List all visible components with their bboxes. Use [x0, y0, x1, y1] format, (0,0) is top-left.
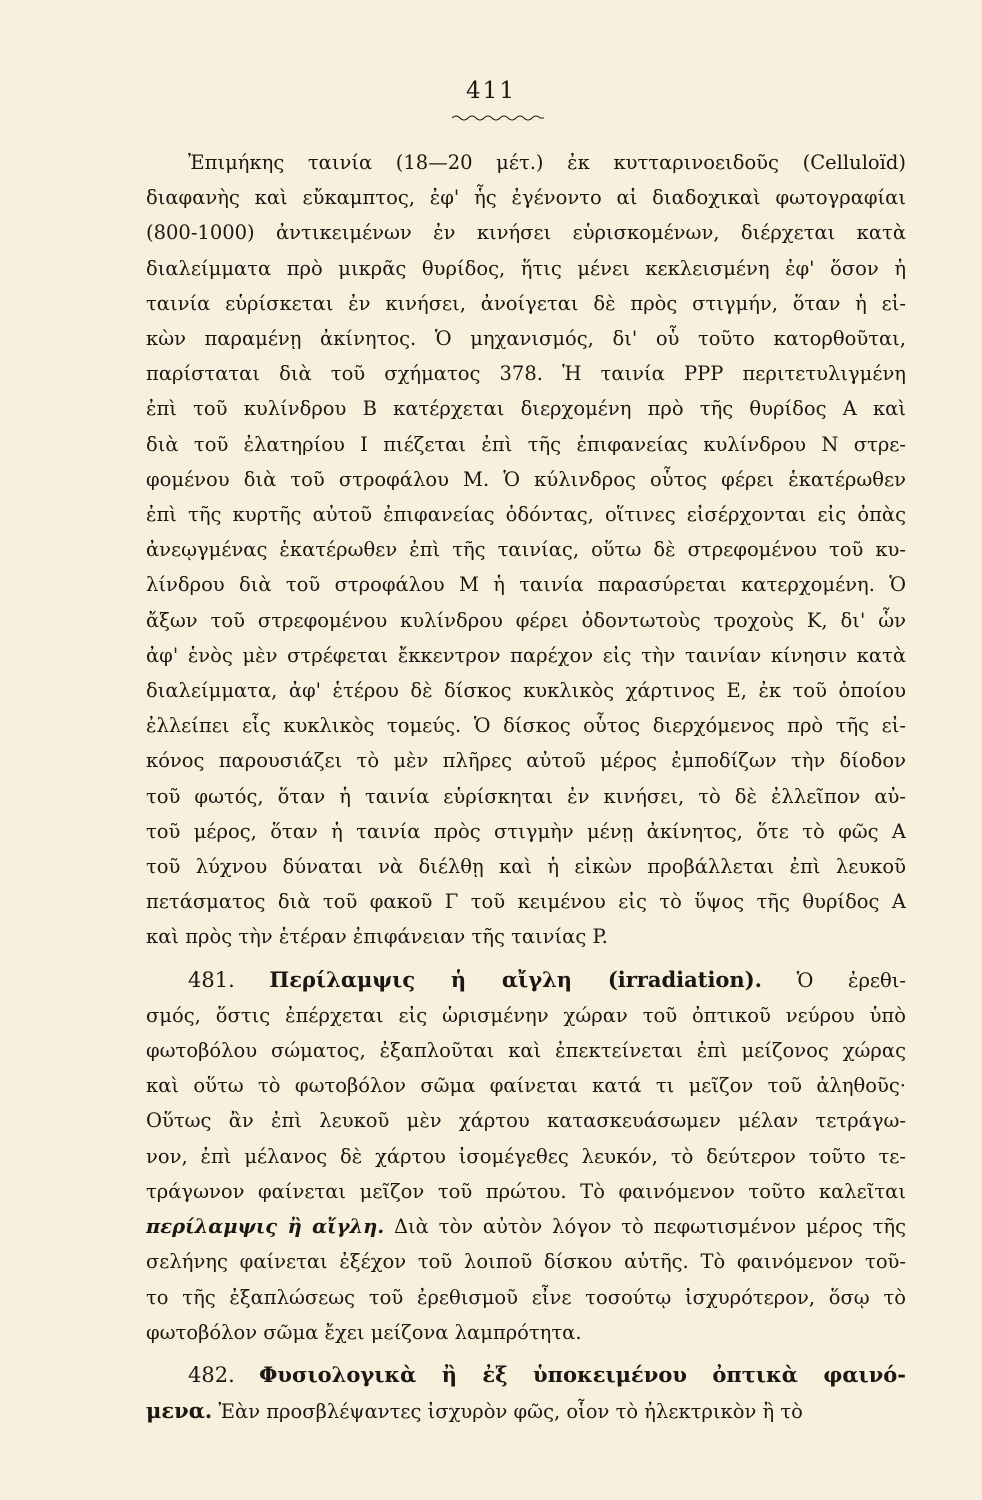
section-number: 482.: [188, 1362, 235, 1387]
text-line: σελήνης φαίνεται ἐξέχον τοῦ λοιποῦ δίσκου αὐτῆς. Τὸ φαινόμενον τοῦ-: [146, 1250, 906, 1274]
section-heading-cont: μενα.: [146, 1398, 213, 1424]
wavy-ornament-icon: [452, 114, 544, 122]
text-line: φωτοβόλου σώματος, ἐξαπλοῦται καὶ ἐπεκτείνεται ἐπὶ μείζονος χώρας: [146, 1039, 906, 1063]
text-line: κόνος παρουσιάζει τὸ μὲν πλῆρες αὐτοῦ μέρος ἐμποδίζων τὴν δίοδον: [146, 749, 906, 773]
term-line: [146, 1209, 906, 1244]
text-line: διαλείμματα, ἀφ' ἑτέρου δὲ δίσκος κυκλικὸς χάρτινος E, ἐκ τοῦ ὁποίου: [146, 679, 906, 703]
text-line: Ὁ ἐρεθι-: [796, 968, 906, 992]
text-line: Ἐπιμήκης ταινία (18—20 μέτ.) ἐκ κυτταρινοειδοῦς (Celluloïd): [188, 151, 906, 174]
text-line: φωτοβόλον σῶμα ἔχει μείζονα λαμπρότητα.: [146, 1320, 582, 1344]
text-line: καὶ πρὸς τὴν ἑτέραν ἐπιφάνειαν τῆς ταινίας P.: [146, 925, 608, 949]
section-481-heading-line: [146, 962, 906, 998]
text-line: Οὕτως ἂν ἐπὶ λευκοῦ μὲν χάρτου κατασκευάσωμεν μέλαν τετράγω-: [146, 1109, 906, 1133]
text-line: σμός, ὅστις ἐπέρχεται εἰς ὡρισμένην χώραν τοῦ ὀπτικοῦ νεύρου ὑπὸ: [146, 1003, 906, 1027]
text-line: ἀνεῳγμένας ἑκατέρωθεν ἐπὶ τῆς ταινίας, οὕτω δὲ στρεφομένου τοῦ κυ-: [146, 538, 906, 562]
text-line: διὰ τοῦ ἐλατηρίου I πιέζεται ἐπὶ τῆς ἐπιφανείας κυλίνδρου N στρε-: [146, 432, 906, 456]
text-line: τοῦ μέρος, ὅταν ἡ ταινία πρὸς στιγμὴν μένῃ ἀκίνητος, ὅτε τὸ φῶς A: [146, 819, 906, 843]
text-line: ἐπὶ τοῦ κυλίνδρου B κατέρχεται διερχομένη πρὸ τῆς θυρίδος A καὶ: [146, 397, 906, 421]
text-line: ἄξων τοῦ στρεφομένου κυλίνδρου φέρει ὀδοντωτοὺς τροχοὺς K, δι' ὧν: [146, 608, 906, 632]
text-line: τοῦ λύχνου δύναται νὰ διέλθῃ καὶ ἡ εἰκὼν προβάλλεται ἐπὶ λευκοῦ: [146, 855, 906, 879]
text-line: (800-1000) ἀντικειμένων ἐν κινήσει εὑρισκομένων, διέρχεται κατὰ: [146, 221, 906, 245]
text-line: φομένου διὰ τοῦ στροφάλου M. Ὁ κύλινδρος οὗτος φέρει ἑκατέρωθεν: [146, 467, 906, 491]
body-text: [146, 138, 906, 1429]
section-482-continuation: [146, 1393, 906, 1429]
paragraph-482: [146, 1357, 906, 1429]
text-line: κὼν παραμένῃ ἀκίνητος. Ὁ μηχανισμός, δι' οὗ τοῦτο κατορθοῦται,: [146, 327, 906, 351]
text-line: τοῦ φωτός, ὅταν ἡ ταινία εὑρίσκηται ἐν κινήσει, τὸ δὲ ἐλλεῖπον αὐ-: [146, 784, 906, 808]
text-line: διαλείμματα πρὸ μικρᾶς θυρίδος, ἥτις μένει κεκλεισμένη ἐφ' ὅσον ἡ: [146, 256, 906, 280]
section-heading: Φυσιολογικὰ ἢ ἐξ ὑποκειμένου ὀπτικὰ φαινό-: [259, 1361, 906, 1387]
section-number: 481.: [188, 967, 235, 992]
text-line: το τῆς ἐξαπλώσεως τοῦ ἐρεθισμοῦ εἶνε τοσούτῳ ἰσχυρότερον, ὅσῳ τὸ: [146, 1285, 906, 1309]
text-line: τράγωνον φαίνεται μεῖζον τοῦ πρώτου. Τὸ φαινόμενον τοῦτο καλεῖται: [146, 1179, 906, 1203]
section-482-heading-line: [146, 1357, 906, 1393]
text-line: ἀφ' ἑνὸς μὲν στρέφεται ἔκκεντρον παρέχον εἰς τὴν ταινίαν κίνησιν κατὰ: [146, 643, 906, 667]
text-line: διαφανὴς καὶ εὔκαμπτος, ἐφ' ἧς ἐγένοντο αἱ διαδοχικαὶ φωτογραφίαι: [146, 186, 906, 210]
text-line: πετάσματος διὰ τοῦ φακοῦ Γ τοῦ κειμένου εἰς τὸ ὕψος τῆς θυρίδος A: [146, 890, 906, 914]
paragraph-481-lines-after: [146, 1244, 906, 1350]
text-line: καὶ οὕτω τὸ φωτοβόλον σῶμα φαίνεται κατά τι μεῖζον τοῦ ἀληθοῦς·: [146, 1074, 906, 1098]
section-heading: Περίλαμψις ἡ αἴγλη (irradiation).: [269, 966, 762, 992]
text-line: παρίσταται διὰ τοῦ σχήματος 378. Ἡ ταινία PPP περιτετυλιγμένη: [146, 362, 906, 386]
text-line: νον, ἐπὶ μέλανος δὲ χάρτου ἰσομέγεθες λευκόν, τὸ δεύτερον τοῦτο τε-: [146, 1144, 906, 1168]
paragraph-481: [146, 962, 906, 1350]
text-line: ἐπὶ τῆς κυρτῆς αὐτοῦ ἐπιφανείας ὀδόντας, οἵτινες εἰσέρχονται εἰς ὀπὰς: [146, 503, 906, 527]
text-line: λίνδρου διὰ τοῦ στροφάλου M ἡ ταινία παρασύρεται κατερχομένη. Ὁ: [146, 573, 906, 597]
term-irradiation: περίλαμψις ἢ αἴγλη.: [146, 1215, 385, 1239]
text-line: Ἐὰν προσβλέψαντες ἰσχυρὸν φῶς, οἷον τὸ ἠλεκτρικὸν ἢ τὸ: [218, 1400, 803, 1424]
paragraph-cinematograph: [146, 145, 906, 955]
text-line: ταινία εὑρίσκεται ἐν κινήσει, ἀνοίγεται δὲ πρὸς στιγμήν, ὅταν ἡ εἰ-: [146, 291, 906, 315]
text-line: ἐλλείπει εἷς κυκλικὸς τομεύς. Ὁ δίσκος οὗτος διερχόμενος πρὸ τῆς εἰ-: [146, 714, 906, 738]
text-line: Διὰ τὸν αὐτὸν λόγον τὸ πεφωτισμένον μέρος τῆς: [393, 1215, 906, 1239]
page-number: 411: [466, 78, 516, 104]
paragraph-481-lines: [146, 998, 906, 1209]
